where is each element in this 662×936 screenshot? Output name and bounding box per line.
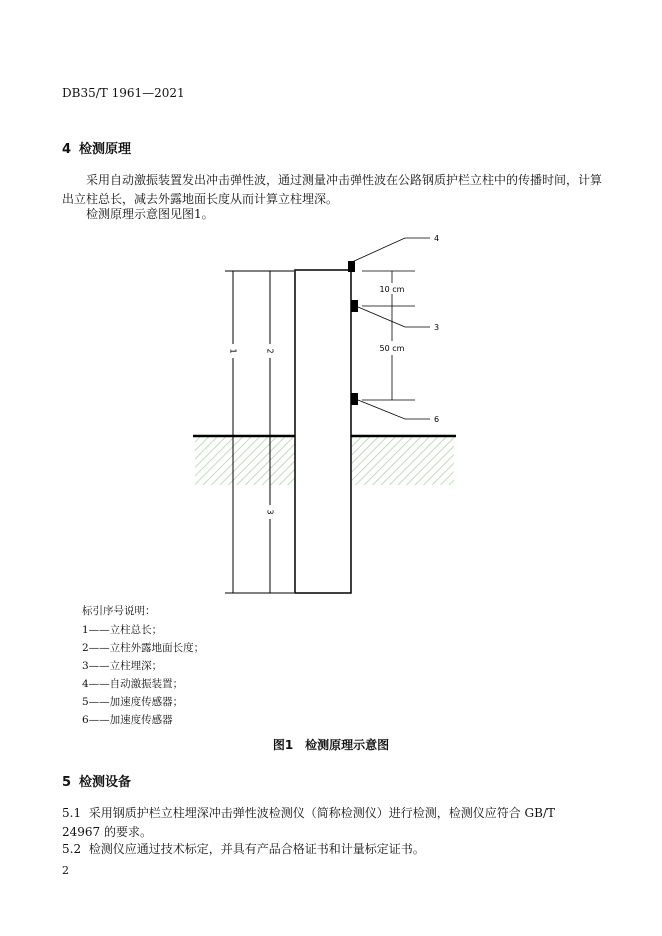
dim-label-1: 1 bbox=[228, 348, 238, 354]
callout-3: 3 bbox=[434, 323, 440, 332]
ground-hatch-left bbox=[195, 437, 295, 485]
callout-leader-6 bbox=[358, 400, 430, 419]
clause-5-2 bbox=[62, 840, 592, 859]
section-5-number: 5 bbox=[62, 775, 72, 790]
clause-text: 采用钢质护栏立柱埋深冲击弹性波检测仪（简称检测仪）进行检测，检测仪应符合 GB/T 24967 的要求。 bbox=[62, 806, 556, 839]
upper-sensor bbox=[351, 300, 358, 312]
section-4-paragraph-2: 检测原理示意图见图1。 bbox=[86, 207, 214, 221]
section-4-title: 检测原理 bbox=[79, 142, 132, 157]
ground-hatch-right bbox=[352, 437, 454, 485]
lower-sensor bbox=[351, 393, 358, 405]
callout-4: 4 bbox=[434, 234, 440, 243]
distance-label-upper: 10 cm bbox=[379, 285, 405, 294]
legend-item: 2——立柱外露地面长度； bbox=[82, 642, 205, 654]
section-4-paragraph-1: 采用自动激振装置发出冲击弹性波，通过测量冲击弹性波在公路钢质护栏立柱中的传播时间，计算出立柱总长，减去外露地面长度从而计算立柱埋深。 bbox=[62, 173, 603, 206]
legend-item: 3——立柱埋深； bbox=[82, 660, 163, 672]
legend-title: 标引序号说明： bbox=[82, 605, 156, 617]
section-5-heading bbox=[62, 771, 131, 790]
dim-label-3: 3 bbox=[265, 509, 275, 515]
clause-number: 5.1 bbox=[62, 806, 82, 820]
excitation-device bbox=[348, 261, 355, 272]
page-number: 2 bbox=[62, 864, 69, 877]
legend-item: 1——立柱总长； bbox=[82, 624, 163, 636]
callout-6: 6 bbox=[434, 415, 440, 424]
document-code: DB35/T 1961—2021 bbox=[62, 86, 185, 100]
callout-leader-4 bbox=[352, 238, 430, 262]
legend-item: 6——加速度传感器 bbox=[82, 714, 173, 726]
clause-number: 5.2 bbox=[62, 842, 82, 856]
dim-label-2: 2 bbox=[265, 348, 275, 354]
legend-item: 4——自动激振装置； bbox=[82, 678, 184, 690]
figure-caption: 图1 检测原理示意图 bbox=[272, 738, 390, 752]
callout-leader-3 bbox=[358, 307, 430, 327]
clause-5-1 bbox=[62, 804, 592, 842]
distance-label-lower: 50 cm bbox=[379, 344, 405, 353]
clause-text: 检测仪应通过技术标定，并具有产品合格证书和计量标定证书。 bbox=[88, 842, 425, 856]
section-4-number: 4 bbox=[62, 142, 72, 157]
section-5-title: 检测设备 bbox=[79, 775, 132, 790]
legend-item: 5——加速度传感器； bbox=[82, 696, 184, 708]
guardrail-post bbox=[295, 270, 351, 593]
